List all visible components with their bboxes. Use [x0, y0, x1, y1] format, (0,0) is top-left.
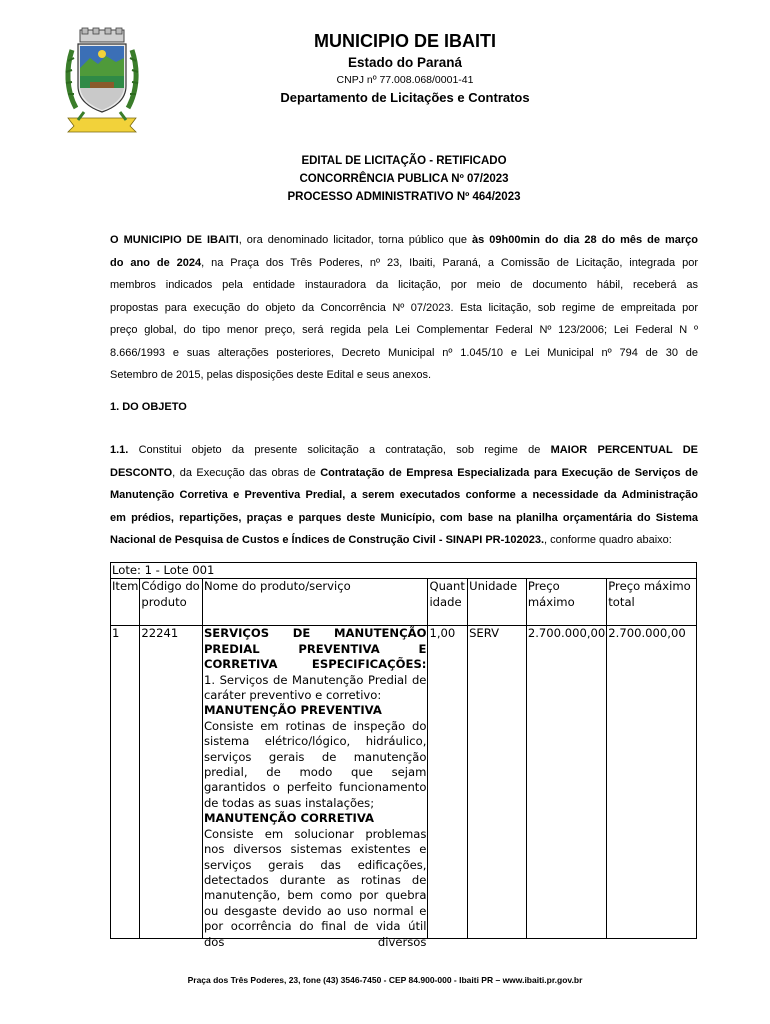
- bold-text: Contratação de Empresa Especializada para Execução de Serviços de: [320, 466, 698, 479]
- header-item: Item: [111, 579, 140, 626]
- intro-line-2: [110, 252, 698, 275]
- service-title: SERVIÇOS DE MANUTENÇÃO PREDIAL PREVENTIVA E CORRETIVA ESPECIFICAÇÕES:: [203, 626, 427, 672]
- department-name: Departamento de Licitações e Contratos: [280, 90, 530, 105]
- text: , da Execução das obras de: [172, 466, 321, 479]
- table-row: [111, 626, 697, 939]
- processo-number: PROCESSO ADMINISTRATIVO Nº 464/2023: [287, 191, 521, 203]
- cell-unidade: SERV: [468, 626, 527, 939]
- header-quantidade: Quantidade: [428, 579, 468, 626]
- coat-of-arms-icon: [66, 28, 138, 134]
- lote-label: Lote: 1 - Lote 001: [111, 563, 697, 579]
- intro-line-6: 8.666/1993 e suas alterações posteriores, Decreto Municipal nº 1.045/10 e Lei Municipal nº 794 de 30 de: [110, 346, 698, 359]
- text: Constitui objeto da presente solicitação a contratação, sob regime de: [128, 444, 551, 456]
- cell-preco: 2.700.000,00: [526, 626, 606, 939]
- objeto-line-1: [110, 439, 698, 462]
- preventive-text: Consiste em rotinas de inspeção do sistema elétrico/lógico, hidráulico, serviços gerais de manutenção predial, de modo que sejam garantidos o perfeito funcionamento de todas as suas instalações;: [203, 718, 427, 810]
- table-header-row: [111, 579, 697, 626]
- intro-line-1: [110, 229, 698, 252]
- clause-number: 1.1.: [110, 444, 129, 456]
- items-table: [110, 562, 697, 949]
- cnpj-number: CNPJ nº 77.008.068/0001-41: [336, 74, 474, 86]
- corrective-text: Consiste em solucionar problemas nos diversos sistemas existentes e serviços gerais das edificações, detectados durante as rotinas de manutenção, bem como por quebra ou desgaste devido ao uso normal e por ocorrência do final de vida útil dos diversos: [203, 826, 427, 949]
- concorrencia-number: CONCORRÊNCIA PUBLICA Nº 07/2023: [299, 173, 509, 185]
- objeto-line-5: [110, 529, 698, 552]
- intro-line-7: Setembro de 2015, pelas disposições deste Edital e seus anexos.: [110, 369, 432, 381]
- edital-title-line: EDITAL DE LICITAÇÃO - RETIFICADO: [301, 155, 507, 167]
- lote-row: [111, 563, 697, 579]
- bold-text: MAIOR PERCENTUAL DE: [550, 444, 698, 456]
- header-preco-total: Preço máximo total: [607, 579, 697, 626]
- section-title-objeto: 1. DO OBJETO: [110, 401, 187, 413]
- objeto-line-4: em prédios, repartições, praças e parques deste Município, com base na planilha orçamentária do Sistema: [110, 511, 698, 524]
- header-nome: Nome do produto/serviço: [202, 579, 428, 626]
- page-footer: Praça dos Três Poderes, 23, fone (43) 3546-7450 - CEP 84.900-000 - Ibaiti PR – www.ibaiti.pr.gov.br: [187, 975, 583, 985]
- text: , conforme quadro abaixo:: [544, 534, 672, 546]
- objeto-paragraph: [110, 439, 698, 552]
- service-item-1: 1. Serviços de Manutenção Predial de caráter preventivo e corretivo:: [203, 672, 427, 703]
- cell-item: 1: [111, 626, 140, 939]
- description-content: [203, 626, 427, 949]
- intro-line-4: propostas para execução do objeto da Concorrência Nº 07/2023. Esta licitação, sob regime de empreitada por: [110, 301, 698, 314]
- cell-preco-total: 2.700.000,00: [607, 626, 697, 939]
- intro-line-3: membros indicados pela entidade instauradora da licitação, por meio de documento hábil, receberá as: [110, 279, 698, 291]
- objeto-line-2: [110, 462, 698, 485]
- header-preco: Preço máximo: [526, 579, 606, 626]
- state-name: Estado do Paraná: [347, 55, 463, 70]
- bold-text: Nacional de Pesquisa de Custos e Índices de Construção Civil - SINAPI PR-102023.: [110, 534, 545, 546]
- bold-text: do ano de 2024: [110, 256, 202, 269]
- text: , ora denominado licitador, torna público que: [238, 234, 472, 246]
- cell-description: [202, 626, 428, 949]
- bold-text: O MUNICIPIO DE IBAITI: [110, 234, 239, 246]
- bold-text: às 09h00min do dia 28 do mês de março: [472, 234, 698, 246]
- edital-title: [110, 152, 698, 206]
- header-codigo: Código do produto: [140, 579, 203, 626]
- corrective-title: MANUTENÇÃO CORRETIVA: [203, 811, 374, 826]
- municipality-title: MUNICIPIO DE IBAITI: [313, 31, 496, 51]
- preventive-title: MANUTENÇÃO PREVENTIVA: [203, 703, 382, 718]
- cell-quantidade: 1,00: [428, 626, 468, 939]
- bold-text: DESCONTO: [110, 466, 173, 479]
- objeto-line-3: Manutenção Corretiva e Preventiva Predial, a serem executados conforme a necessidade da Administração: [110, 489, 698, 501]
- header-unidade: Unidade: [468, 579, 527, 626]
- cell-codigo: 22241: [140, 626, 203, 939]
- intro-line-5: preço global, do tipo menor preço, será regida pela Lei Complementar Federal Nº 123/2006; Lei Federal N º: [110, 324, 698, 336]
- intro-paragraph: [110, 229, 698, 387]
- text: , na Praça dos Três Poderes, nº 23, Ibaiti, Paraná, a Comissão de Licitação, integrada por: [201, 256, 698, 269]
